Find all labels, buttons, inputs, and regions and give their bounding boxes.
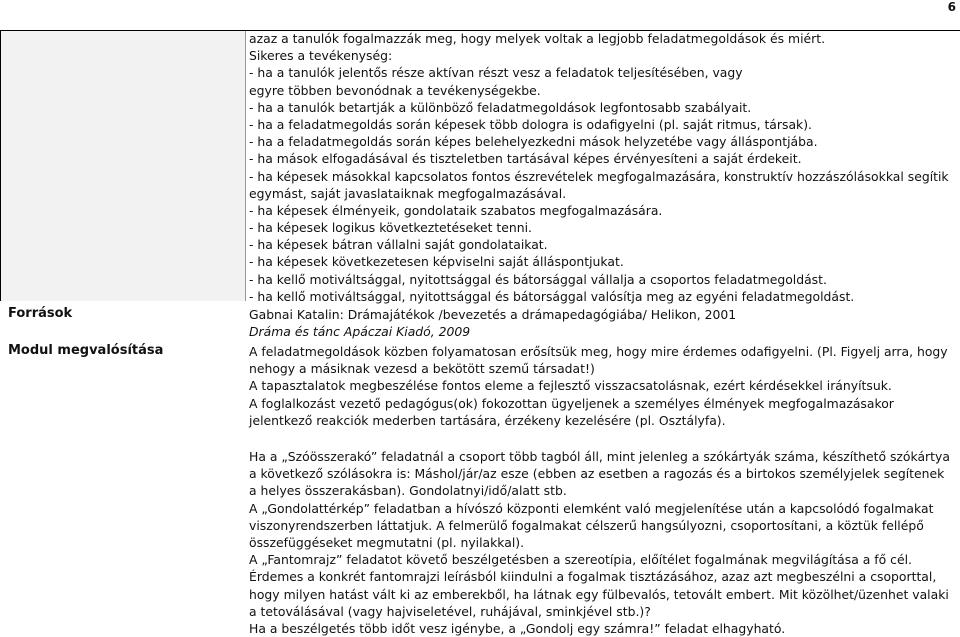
text-line: Ha a beszélgetés több időt vesz igénybe, a „Gondolj egy számra!” feladat elhagyható.	[249, 620, 786, 636]
text-line: nehogy a másiknak vezesd a bekötött szemű társadat!)	[249, 361, 595, 377]
module-label: Modul megvalósítása	[8, 343, 164, 358]
sources-text-block	[249, 306, 955, 340]
source-line: Dráma és tánc Apáczai Kiadó, 2009	[249, 324, 471, 340]
text-line: hogy milyen hatást vált ki az emberekből, ha látnak egy fülbevalós, tetovált embert. Mit közölhet/üzenhet valaki	[249, 586, 949, 602]
text-line: - ha képesek bátran vállalni saját gondolataikat.	[249, 237, 548, 253]
text-line: - ha a tanulók jelentős része aktívan részt vesz a feladatok teljesítésében, vagy	[249, 65, 743, 81]
text-line: - ha képesek élményeik, gondolataik szabatos megfogalmazására.	[249, 202, 663, 218]
text-line: Ha a „Szóösszerakó” feladatnál a csoport több tagból áll, mint jelenleg a szókártyák száma, készíthető szókártya	[249, 449, 950, 464]
text-line: A „Gondolattérkép” feladatban a hívószó központi elemként való megjelenítése után a kapcsolódó fogalmakat	[249, 500, 934, 516]
text-line: - ha kellő motiváltsággal, nyitottsággal és bátorsággal valósítja meg az egyéni feladatmegoldást.	[249, 288, 855, 304]
text-line: - ha a feladatmegoldás során képesek több dologra is odafigyelni (pl. saját ritmus, társak).	[249, 116, 812, 132]
label-column-cell	[0, 31, 246, 301]
text-line: - ha képesek másokkal kapcsolatos fontos észrevételek megfogalmazására, konstruktív hozzászólásokkal segítik	[249, 168, 949, 184]
text-line: A tapasztalatok megbeszélése fontos eleme a fejlesztő visszacsatolásnak, ezért kérdésekkel irányítsuk.	[249, 378, 892, 394]
text-line: a tetoválásával (vagy hajviseletével, ruhájával, sminkjével stb.)?	[249, 603, 651, 619]
text-line: azaz a tanulók fogalmazzák meg, hogy melyek voltak a legjobb feladatmegoldások és miért.	[249, 31, 826, 46]
intro-text-block	[249, 30, 955, 305]
text-line: összefüggéseket megmutatni (pl. nyilakkal).	[249, 534, 525, 550]
text-line: A „Fantomrajz” feladatot követő beszélgetésben a szereotípia, előítélet fogalmának megvilágítása a fő cél.	[249, 552, 912, 568]
page-number: 6	[947, 0, 956, 14]
text-line: viszonyrendszerben láttatjuk. A felmerülő fogalmakat célszerű hangsúlyozni, csoportosítani, a köztük fellépő	[249, 517, 924, 533]
module-text-block-2	[249, 448, 955, 637]
source-line: Gabnai Katalin: Drámajátékok /bevezetés a drámapedagógiába/ Helikon, 2001	[249, 307, 737, 322]
text-line: egyre többen bevonódnak a tevékenységekbe.	[249, 82, 541, 98]
text-line: - ha a feladatmegoldás során képes belehelyezkedni mások helyzetébe vagy álláspontjába.	[249, 134, 818, 150]
module-text-block-1	[249, 343, 955, 429]
text-line: Érdemes a konkrét fantomrajzi leírásból kiindulni a fogalmak tisztázásához, azaz azt megbeszélni a csoporttal,	[249, 569, 937, 585]
text-line: A feladatmegoldások közben folyamatosan erősítsük meg, hogy mire érdemes odafigyelni. (Pl. Figyelj arra, hogy	[249, 344, 948, 359]
text-line: - ha mások elfogadásával és tiszteletben tartásával képes érvényesíteni a saját érdekeit.	[249, 151, 802, 167]
text-line: a helyes összerakásban). Gondolatnyi/idő/alatt stb.	[249, 483, 567, 499]
text-line: - ha képesek logikus következtetéseket tenni.	[249, 220, 532, 236]
sources-label: Források	[8, 306, 73, 321]
text-line: egymást, saját javaslataiknak megfogalmazásával.	[249, 185, 567, 201]
text-line: jelentkező reakciók mederben tartására, érzékeny kezelésére (pl. Osztályfa).	[249, 412, 726, 428]
text-line: - ha képesek következetesen képviselni saját álláspontjukat.	[249, 254, 624, 270]
text-line: - ha a tanulók betartják a különböző feladatmegoldások legfontosabb szabályait.	[249, 99, 752, 115]
text-line: Sikeres a tevékenység:	[249, 48, 393, 64]
text-line: a következő szólásokra is: Máshol/jár/az esze (ebben az esetben a ragozás és a birtokos személyjelek segítenek	[249, 466, 945, 482]
text-line: - ha kellő motiváltsággal, nyitottsággal és bátorsággal vállalja a csoportos feladatmegoldást.	[249, 271, 827, 287]
text-line: A foglalkozást vezető pedagógus(ok) fokozottan ügyeljenek a személyes élmények megfogalmazásakor	[249, 395, 894, 411]
